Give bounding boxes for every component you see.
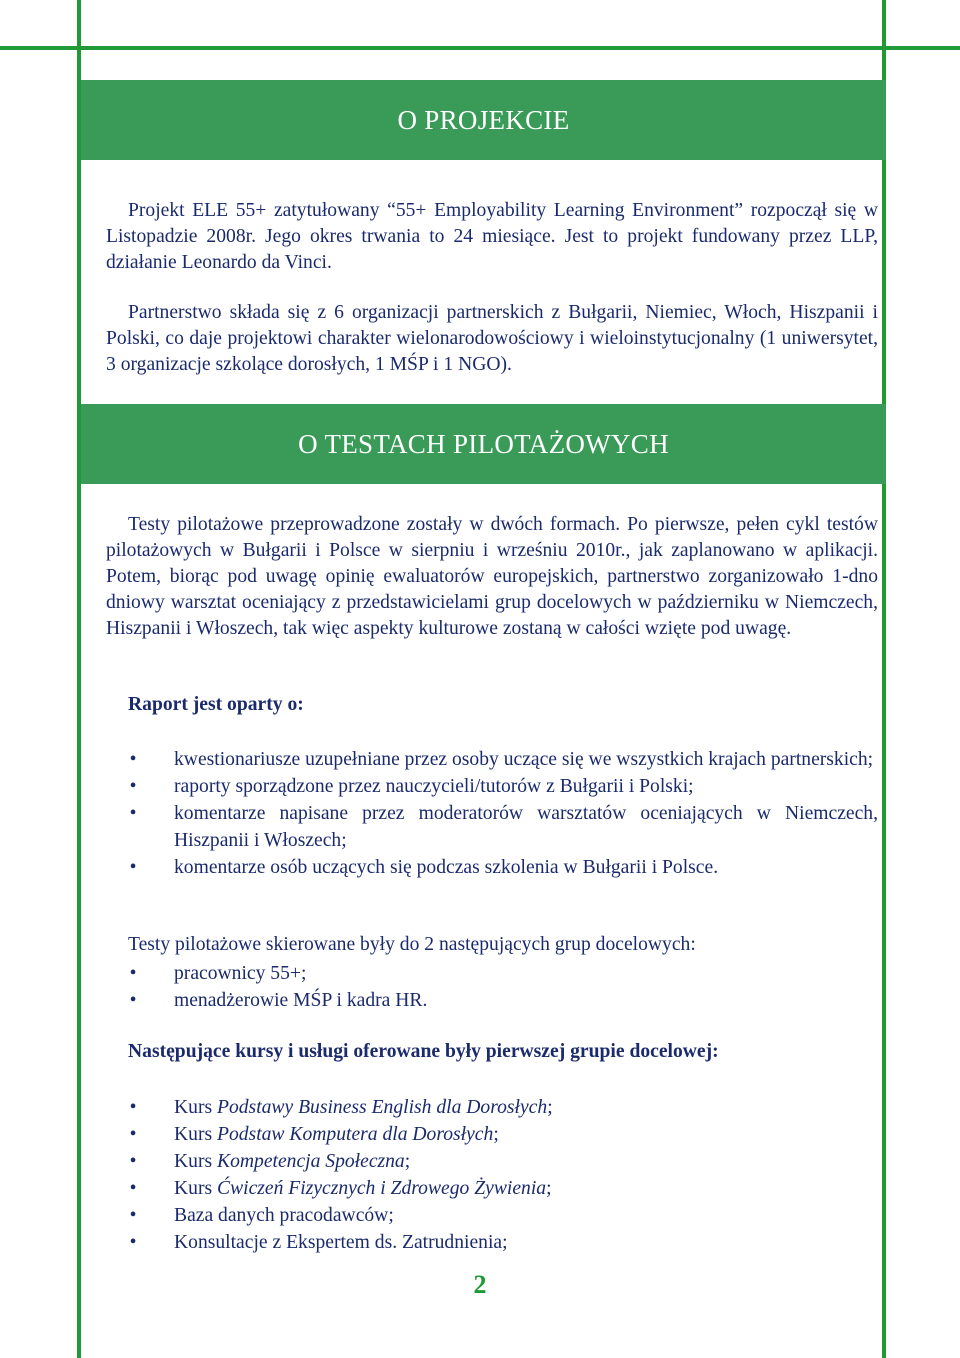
report-basis-list [128,746,878,881]
section-banner-about-project [81,80,886,160]
list-item: • kwestionariusze uzupełniane przez osoby uczące się we wszystkich krajach partnerskich; [128,746,878,773]
section-title-pilot-tests: O TESTACH PILOTAŻOWYCH [298,428,669,459]
target-groups-intro: Testy pilotażowe skierowane były do 2 następujących grup docelowych: [128,934,696,955]
pilot-tests-paragraph: Testy pilotażowe przeprowadzone zostały w dwóch formach. Po pierwsze, pełen cykl testów pilotażowych w Bułgarii i Polsce w sierpniu i wrześniu 2010r., jak zaplanowano w aplikacji. Potem, biorąc pod uwagę opinię ewaluatorów europejskich, partnerstwo zorganizowało 1-dno dniowy warsztat oceniający z przedstawicielami grup docelowych w październiku w Niemczech, Hiszpanii i Włoszech, tak więc aspekty kulturowe zostaną w całości wzięte pod uwagę. [106,514,878,639]
top-border-line [0,46,960,50]
list-item: • Konsultacje z Ekspertem ds. Zatrudnienia; [128,1229,878,1256]
courses-list [128,1094,878,1256]
list-item: • Kurs Podstaw Komputera dla Dorosłych; [128,1121,878,1148]
bullet-icon: • [129,1178,137,1199]
bullet-icon: • [129,1205,137,1226]
bullet-icon: • [129,776,137,797]
list-item: • pracownicy 55+; [128,960,878,987]
page-number: 2 [473,1270,487,1299]
bullet-icon: • [129,803,137,824]
list-item: • menadżerowie MŚP i kadra HR. [128,987,878,1014]
list-item: • komentarze napisane przez moderatorów warsztatów oceniających w Niemczech, Hiszpanii i Włoszech; [128,800,878,854]
left-border-line [77,0,81,1358]
bullet-icon: • [129,1151,137,1172]
bullet-icon: • [129,857,137,878]
section-title-about-project: O PROJEKCIE [397,104,570,135]
list-item: • Kurs Kompetencja Społeczna; [128,1148,878,1175]
bullet-icon: • [129,1124,137,1145]
list-item: • Baza danych pracodawców; [128,1202,878,1229]
bullet-icon: • [129,1232,137,1253]
partnership-paragraph: Partnerstwo składa się z 6 organizacji partnerskich z Bułgarii, Niemiec, Włoch, Hiszpanii i Polski, co daje projektowi charakter wielonarodowościowy i wieloinstytucjonalny (1 uniwersytet, 3 organizacje szkolące dorosłych, 1 MŚP i 1 NGO). [106,302,878,375]
courses-heading: Następujące kursy i usługi oferowane były pierwszej grupie docelowej: [128,1041,719,1062]
target-groups-list [128,960,878,1014]
section-banner-pilot-tests [81,404,886,484]
right-border-line [882,0,886,1358]
bullet-icon: • [129,749,137,770]
project-intro-paragraph: Projekt ELE 55+ zatytułowany “55+ Employability Learning Environment” rozpoczął się w Listopadzie 2008r. Jego okres trwania to 24 miesiące. Jest to projekt fundowany przez LLP, działanie Leonardo da Vinci. [106,200,878,273]
list-item: • raporty sporządzone przez nauczycieli/tutorów z Bułgarii i Polski; [128,773,878,800]
bullet-icon: • [129,990,137,1011]
list-item: • Kurs Podstawy Business English dla Dorosłych; [128,1094,878,1121]
list-item: • komentarze osób uczących się podczas szkolenia w Bułgarii i Polsce. [128,854,878,881]
bullet-icon: • [129,1097,137,1118]
report-heading: Raport jest oparty o: [128,694,304,715]
bullet-icon: • [129,963,137,984]
list-item: • Kurs Ćwiczeń Fizycznych i Zdrowego Żywienia; [128,1175,878,1202]
